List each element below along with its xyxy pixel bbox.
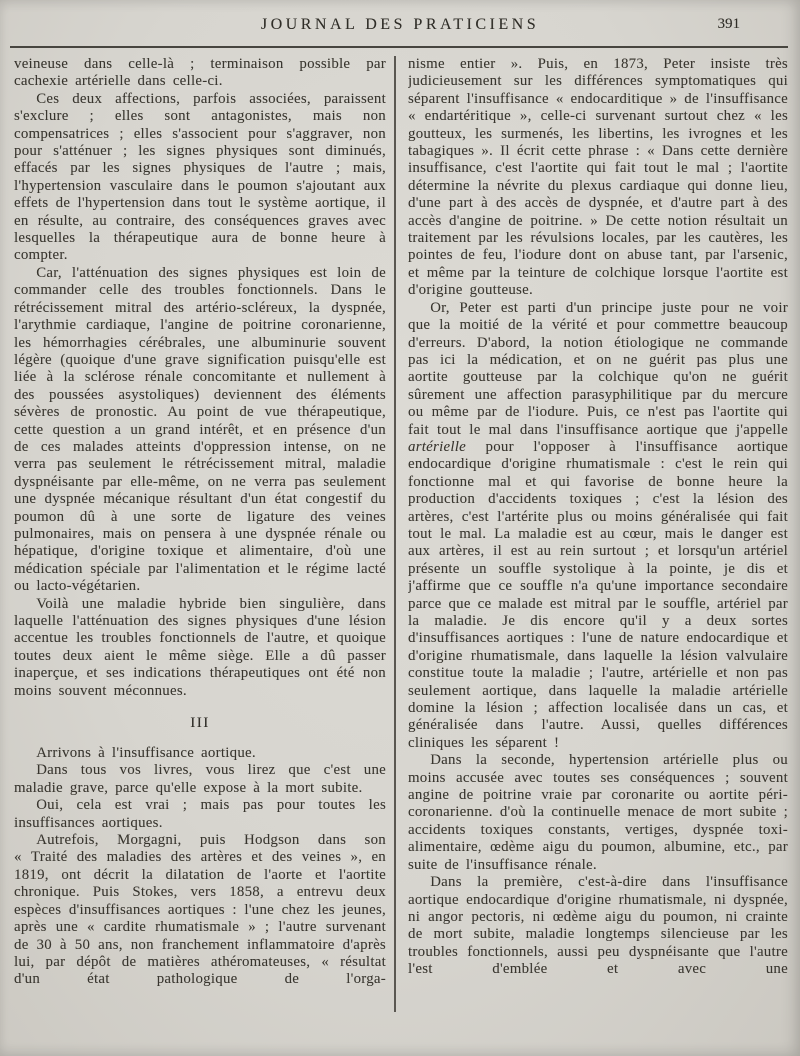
paragraph: Dans la seconde, hypertension artérielle plus ou moins accusée avec toutes ses conséquences ; souvent angine de poitrine vraie par coronarite ou aortite péri-coronarienne. d'où la continuelle menace de mort subite ; accidents toxiques constants, vertiges, dyspnée toxi-alimentaire, œdème aigu du poumon, albumine, etc., par suite de l'insuffisance rénale.: [408, 752, 788, 873]
text-columns: [14, 56, 788, 1012]
header-rule: [10, 46, 788, 48]
paragraph: veineuse dans celle-là ; terminaison possible par cachexie artérielle dans celle-ci.: [14, 56, 386, 90]
paragraph: Ces deux affections, parfois associées, paraissent s'exclure ; elles sont antagonistes, mais non compensatrices ; elles s'associent pour s'aggraver, non pour s'atténuer ; les signes physiques sont diminués, effacés par les signes physiques de l'autre ; mais, l'hypertension vasculaire dans le poumon s'ajoutant aux effets de l'hypertension dans tout le système aortique, il en résulte, au contraire, des conséquences graves avec lesquelles la thérapeutique aura de bonne heure à compter.: [14, 90, 386, 264]
column-divider-rule: [394, 56, 396, 1012]
paragraph-text: Or, Peter est parti d'un principe juste pour ne voir que la moitié de la vérité et pour commettre beaucoup d'erreurs. D'abord, la notion étiologique ne commande pas ici la médication, et on ne guérit pas plus une aortite goutteuse par la colchique qu'on ne guérit sûrement une affection parasyphilitique par du mercure ou même par de l'iodure. Puis, ce n'est pas l'aortite qui fait tout le mal dans l'insuffisance aortique que j'appelle: [408, 299, 788, 438]
paragraph-text: pour l'opposer à l'insuffisance aortique endocardique d'origine rhumatismale : c'est le rein qui fonctionne mal et qui favorise de bonne heure la production d'accidents toxiques ; c'est la lésion des artères, c'est l'artérite plus ou moins généralisée qui fait tout le mal. La maladie est au cœur, mais le danger est aux artères, il est au rein surtout ; et lorsqu'un artériel présente un souffle systolique à la pointe, je dis et j'affirme que ce souffle n'a qu'une importance secondaire parce que ce malade est mitral par le souffle, artériel par la maladie. Je dis encore qu'il y a deux sortes d'insuffisances aortiques : l'une de nature endocardique et d'origine rhumatismale, dans laquelle la lésion valvulaire constitue toute la maladie ; l'autre, artérielle et non pas seulement aortique, dans laquelle la maladie artérielle domine la lésion ; affection localisée dans un cas, et généralisée dans l'autre. Aussi, quelles différences cliniques les séparent !: [408, 438, 788, 751]
paragraph: [408, 300, 788, 753]
right-column: [408, 56, 788, 1012]
left-column: [14, 56, 386, 1012]
page-number: 391: [717, 16, 740, 32]
paragraph: nisme entier ». Puis, en 1873, Peter insiste très judicieusement sur les différences symptomatiques qui séparent l'insuffisance « endocarditique » de l'insuffisance « endartéritique », celle-ci survenant surtout chez « les goutteux, les surmenés, les libertins, les ivrognes et les tabagiques ». Il écrit cette phrase : « Dans cette dernière insuffisance, c'est l'aortite qui fait tout le mal ; l'aortite détermine la névrite du plexus cardiaque qui donne lieu, d'une part à des accès de dyspnée, et d'autre part à des accès d'angine de poitrine. » De cette notion résultait un traitement par les révulsions locales, par les cautères, les pointes de feu, l'iodure dont on abuse tant, par l'arsenic, et même par la teinture de colchique lorsque l'aortite est d'origine goutteuse.: [408, 56, 788, 299]
paragraph: Voilà une maladie hybride bien singulière, dans laquelle l'atténuation des signes physiques d'une lésion accentue les troubles fonctionnels de l'autre, et quoique toutes deux aient le même siège. Elle a dû passer inaperçue, et ses indications thérapeutiques ont été non moins souvent méconnues.: [14, 595, 386, 699]
paragraph: Dans tous vos livres, vous lirez que c'est une maladie grave, parce qu'elle expose à la mort subite.: [14, 762, 386, 796]
journal-title: JOURNAL DES PRATICIENS: [260, 16, 540, 33]
paragraph: Dans la première, c'est-à-dire dans l'insuffisance aortique endocardique d'origine rhumatismale, ni dyspnée, ni angor pectoris, ni œdème aigu du poumon, ni crainte de mort subite, maladie longtemps silencieuse par les troubles fonctionnels, aussi peu dyspnéisante que l'autre l'est d'emblée et avec une: [408, 874, 788, 978]
section-heading: III: [190, 715, 210, 732]
paragraph-italic-text: artérielle: [408, 438, 467, 455]
paragraph: Car, l'atténuation des signes physiques est loin de commander celle des troubles fonctionnels. Dans le rétrécissement mitral des artério-scléreux, la dyspnée, l'arythmie cardiaque, l'angine de poitrine coronarienne, les hémorrhagies cérébrales, une albuminurie souvent légère (quoique d'une grave signification puisqu'elle est liée à la sclérose rénale concomitante et nullement à des poussées asystoliques) deviennent des éléments sévères de pronostic. Au point de vue thérapeutique, cette question a un grand intérêt, et en présence d'un de ces malades atteints d'oppression intense, on ne verra pas seulement le rétrécissement mitral, maladie dyspnéisante par elle-même, on ne verra pas seulement une dyspnée mécanique résultant d'un état congestif du poumon dû à une sorte de ligature des veines pulmonaires, mais on pensera à une dyspnée rénale ou hépatique, d'origine toxique et alimentaire, d'où une médication spéciale par l'alimentation et le régime lacté ou lacto-végétarien.: [14, 264, 386, 595]
paragraph: Oui, cela est vrai ; mais pas pour toutes les insuffisances aortiques.: [14, 797, 386, 831]
paragraph: Autrefois, Morgagni, puis Hodgson dans son « Traité des maladies des artères et des veines », en 1819, ont décrit la dilatation de l'aorte et l'aortite chronique. Puis Stokes, vers 1858, a entrevu deux espèces d'insuffisances aortiques : l'une chez les jeunes, après une « cardite rhumatismale » ; l'autre survenant de 30 à 50 ans, non franchement inflammatoire d'après lui, par dépôt de matières athéromateuses, « résultat d'un état pathologique de l'orga-: [14, 832, 386, 988]
paragraph: Arrivons à l'insuffisance aortique.: [36, 745, 256, 762]
